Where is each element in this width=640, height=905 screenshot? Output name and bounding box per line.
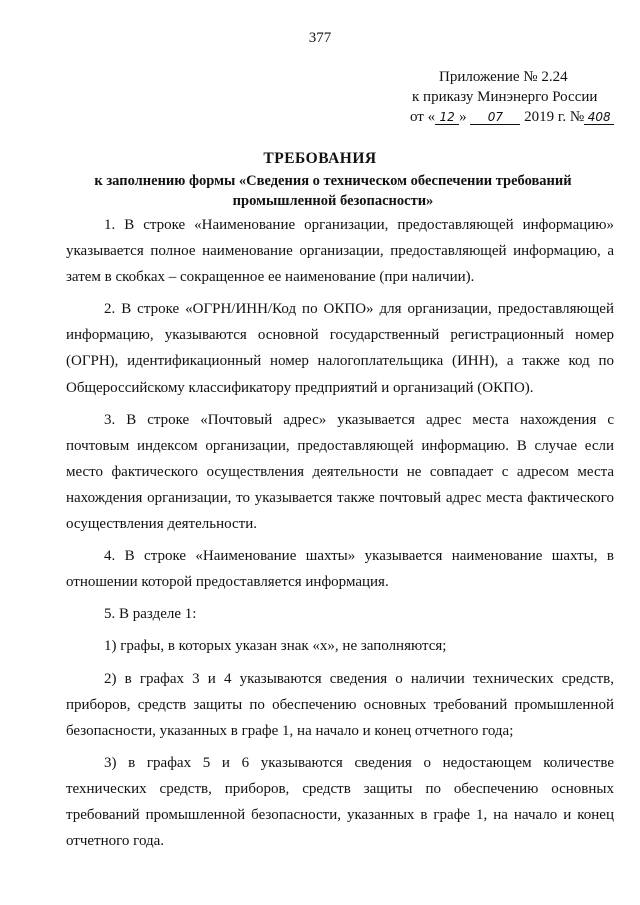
document-body [66,212,614,860]
appendix-order-reference: к приказу Минэнерго России [412,89,598,105]
paragraph-5-item-3: 3) в графах 5 и 6 указываются сведения о недостающем количестве технических средств, приборов, средств защиты по обеспечению основных требований промышленной безопасности, указанных в графе 1, на начало и конец отчетного года. [66,754,614,850]
document-title: ТРЕБОВАНИЯ [263,150,377,167]
paragraph-4: 4. В строке «Наименование шахты» указывается наименование шахты, в отношении которой предоставляется информация. [66,548,614,591]
appendix-header [400,67,610,127]
document-subtitle: к заполнению формы «Сведения о техническом обеспечении требований промышленной безопасности» [94,173,572,209]
paragraph-3: 3. В строке «Почтовый адрес» указывается адрес места нахождения с почтовым индексом организации, предоставляющей информацию. В случае если место фактического осуществления деятельности не совпадает с адресом места нахождения организации, то указывается также почтовый адрес места фактического осуществления деятельности. [66,411,614,533]
paragraph-5-item-2: 2) в графах 3 и 4 указываются сведения о наличии технических средств, приборов, средств защиты по обеспечению основных требований промышленной безопасности, указанных в графе 1, на начало и конец отчетного года; [66,670,614,739]
handwritten-day: 12 [435,110,459,125]
appendix-number: Приложение № 2.24 [439,69,568,85]
page-number: 377 [308,30,332,46]
appendix-order-date [400,107,610,127]
handwritten-month: 07 [470,110,520,125]
date-year: 2019 г. № [524,109,585,125]
paragraph-1: 1. В строке «Наименование организации, предоставляющей информацию» указывается полное наименование организации, предоставляющей информацию, а затем в скобках – сокращенное ее наименование (при наличии). [66,217,614,286]
paragraph-5-item-1: 1) графы, в которых указан знак «х», не заполняются; [104,638,447,655]
handwritten-order-number: 408 [584,110,614,125]
paragraph-5: 5. В разделе 1: [104,606,197,623]
paragraph-2: 2. В строке «ОГРН/ИНН/Код по ОКПО» для организации, предоставляющей информацию, указываются основной государственный регистрационный номер (ОГРН), идентификационный номер налогоплательщика (ИНН), а также код по Общероссийскому классификатору предприятий и организаций (ОКПО). [66,301,614,396]
date-mid: » [459,109,467,125]
date-prefix: от « [410,109,436,125]
